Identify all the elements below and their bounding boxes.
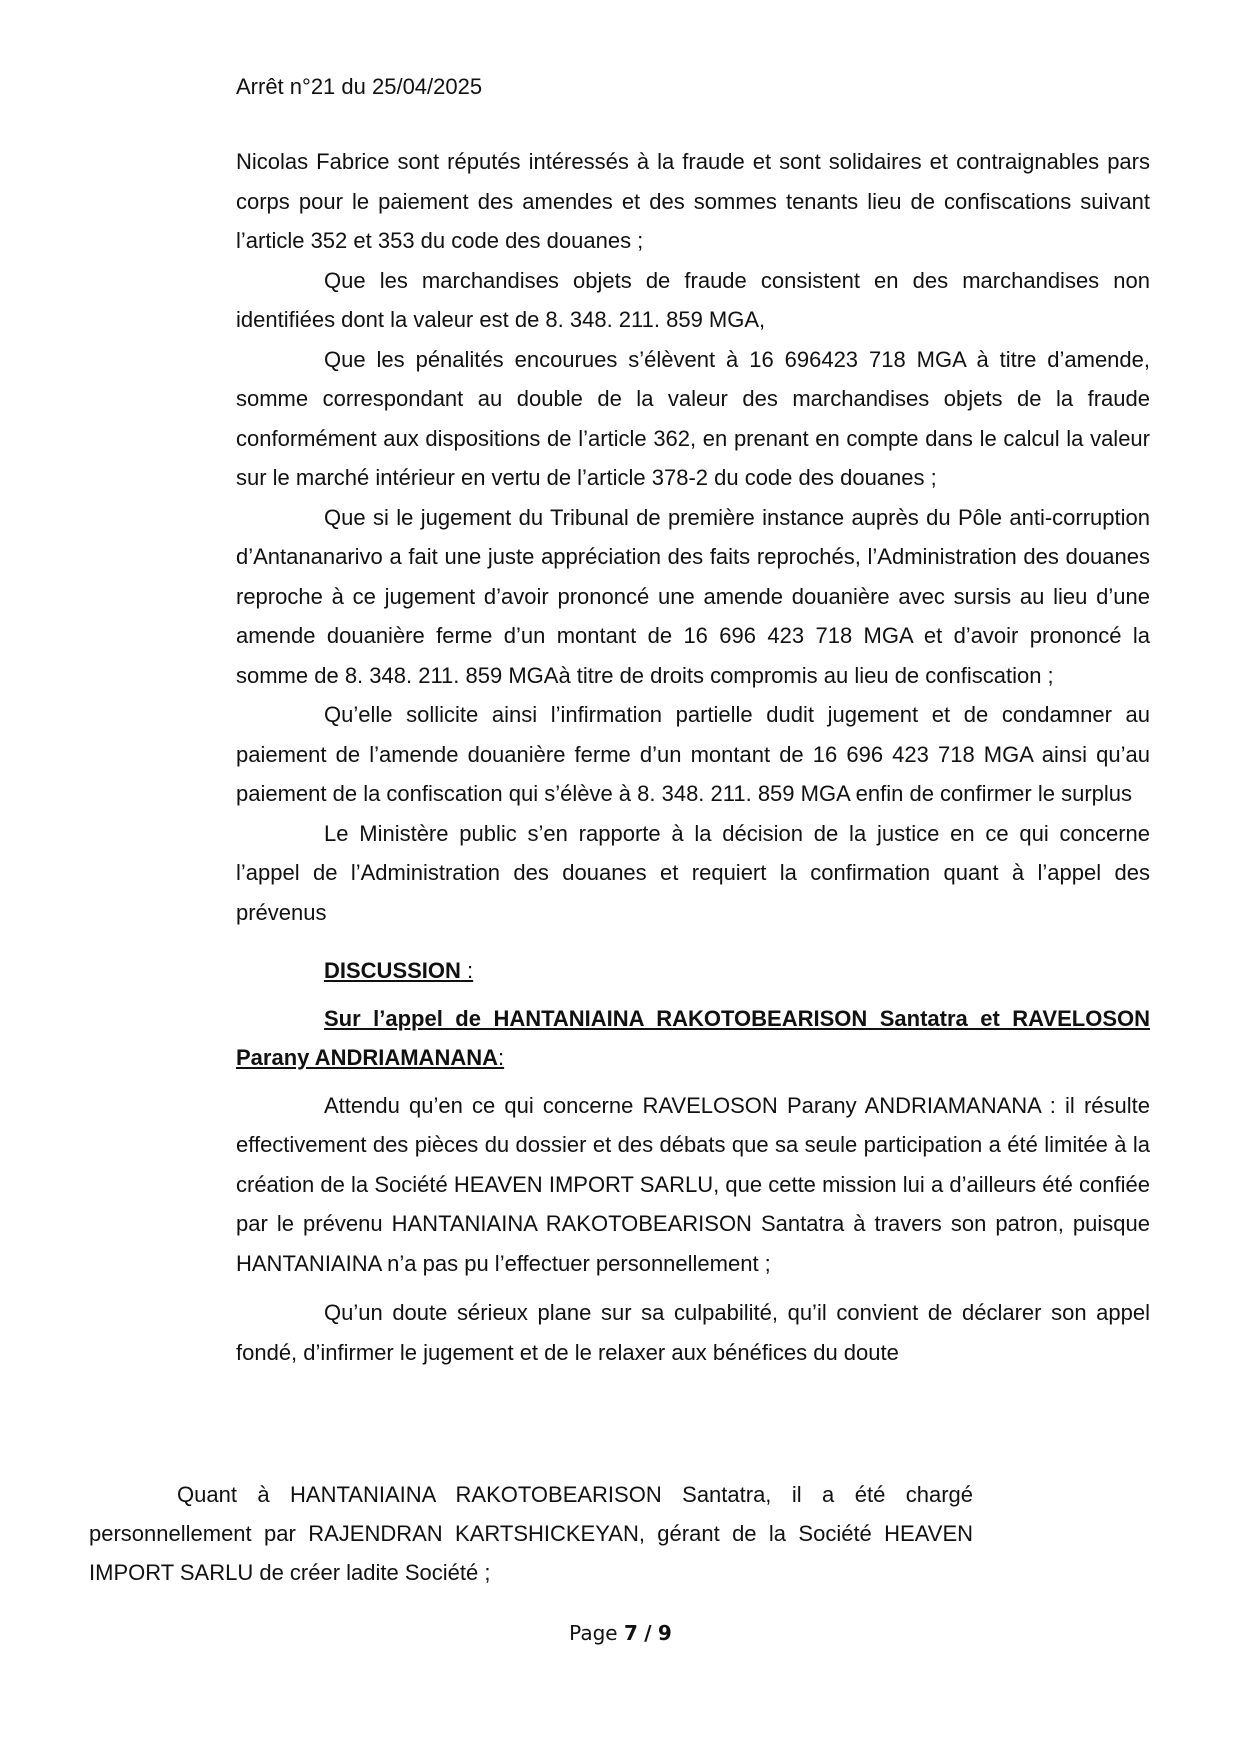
paragraph-penalites: Que les pénalités encourues s’élèvent à 16 696423 718 MGA à titre d’amende, somme correspondant au double de la valeur des marchandises objets de la fraude conformément aux dispositions de l’article 362, en prenant en compte dans le calcul la valeur sur le marché intérieur en vertu de l’article 378-2 du code des douanes ;	[236, 346, 1150, 490]
paragraph-marchandises: Que les marchandises objets de fraude consistent en des marchandises non identifiées dont la valeur est de 8. 348. 211. 859 MGA,	[236, 267, 1150, 332]
appel-title: Sur l’appel de HANTANIAINA RAKOTOBEARISON Santatra et RAVELOSON Parany ANDRIAMANANA	[236, 1005, 1150, 1070]
appel-suffix: :	[498, 1045, 505, 1070]
page-total: 9	[657, 1621, 672, 1645]
paragraph-doute: Qu’un doute sérieux plane sur sa culpabilité, qu’il convient de déclarer son appel fondé, d’infirmer le jugement et de le relaxer aux bénéfices du doute	[236, 1300, 1150, 1365]
page-header: Arrêt n°21 du 25/04/2025	[236, 74, 483, 99]
paragraph-continuation: Nicolas Fabrice sont réputés intéressés à la fraude et sont solidaires et contraignables pars corps pour le paiement des amendes et des sommes tenants lieu de confiscations suivant l’article 352 et 353 du code des douanes ;	[236, 149, 1150, 253]
page-footer	[0, 1618, 1241, 1648]
paragraph-jugement: Que si le jugement du Tribunal de première instance auprès du Pôle anti-corruption d’Antananarivo a fait une juste appréciation des faits reprochés, l’Administration des douanes reproche à ce jugement d’avoir prononcé une amende douanière avec sursis au lieu d’une amende douanière ferme d’un montant de 16 696 423 718 MGA et d’avoir prononcé la somme de 8. 348. 211. 859 MGAà titre de droits compromis au lieu de confiscation ;	[236, 504, 1150, 688]
page-current: 7	[623, 1621, 638, 1645]
page-separator: /	[644, 1621, 652, 1645]
paragraph-quant-a: Quant à HANTANIAINA RAKOTOBEARISON Santatra, il a été chargé personnellement par RAJENDRAN KARTSHICKEYAN, gérant de la Société HEAVEN IMPORT SARLU de créer ladite Société ;	[89, 1482, 973, 1585]
paragraph-sollicite: Qu’elle sollicite ainsi l’infirmation partielle dudit jugement et de condamner au paiement de l’amende douanière ferme d’un montant de 16 696 423 718 MGA ainsi qu’au paiement de la confiscation qui s’élève à 8. 348. 211. 859 MGA enfin de confirmer le surplus	[236, 702, 1150, 806]
document-body	[236, 142, 1150, 1372]
discussion-suffix: :	[460, 958, 474, 983]
section-heading-appel	[236, 999, 1150, 1078]
paragraph-attendu: Attendu qu’en ce qui concerne RAVELOSON Parany ANDRIAMANANA : il résulte effectivement des pièces du dossier et des débats que sa seule participation a été limitée à la création de la Société HEAVEN IMPORT SARLU, que cette mission lui a d’ailleurs été confiée par le prévenu HANTANIAINA RAKOTOBEARISON Santatra à travers son patron, puisque HANTANIAINA n’a pas pu l’effectuer personnellement ;	[236, 1092, 1150, 1276]
discussion-title: DISCUSSION	[324, 958, 461, 983]
document-body-lower	[89, 1475, 973, 1592]
section-heading-discussion	[236, 951, 1150, 991]
page-label: Page	[569, 1621, 618, 1645]
paragraph-ministere-public: Le Ministère public s’en rapporte à la décision de la justice en ce qui concerne l’appel de l’Administration des douanes et requiert la confirmation quant à l’appel des prévenus	[236, 820, 1150, 925]
